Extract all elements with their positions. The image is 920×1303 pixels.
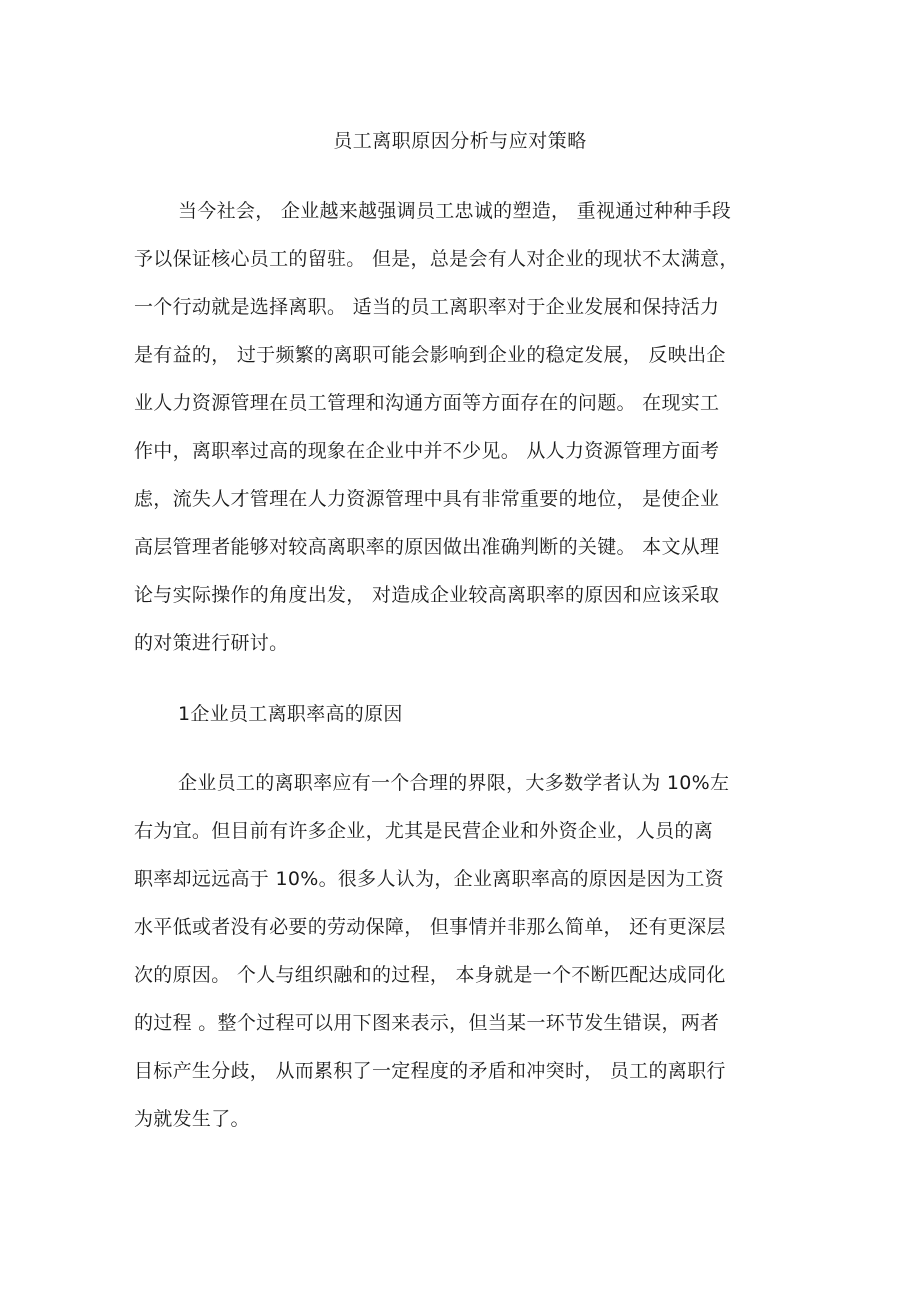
document-title: 员工离职原因分析与应对策略: [333, 130, 587, 152]
section-line-7: 目标产生分歧， 从而累积了一定程度的矛盾和冲突时， 员工的离职行: [134, 1060, 726, 1082]
section-line-5: 次的原因。 个人与组织融和的过程， 本身就是一个不断匹配达成同化: [134, 964, 726, 986]
section-heading: 1企业员工离职率高的原因: [178, 703, 403, 725]
section-line-1: 企业员工的离职率应有一个合理的界限，大多数学者认为 10%左: [178, 772, 730, 794]
intro-line-6: 作中，离职率过高的现象在企业中并不少见。 从人力资源管理方面考: [134, 440, 720, 462]
intro-line-3: 一个行动就是选择离职。 适当的员工离职率对于企业发展和保持活力: [134, 296, 720, 318]
intro-line-10: 的对策进行研讨。: [134, 632, 289, 654]
section-line-6: 的过程 。整个过程可以用下图来表示，但当某一环节发生错误，两者: [134, 1012, 720, 1034]
intro-line-9: 论与实际操作的角度出发， 对造成企业较高离职率的原因和应该采取: [134, 584, 720, 606]
section-line-2: 右为宜。但目前有许多企业，尤其是民营企业和外资企业，人员的离: [134, 820, 714, 842]
intro-line-4: 是有益的， 过于频繁的离职可能会影响到企业的稳定发展， 反映出企: [134, 344, 726, 366]
section-line-3: 职率却远远高于 10%。很多人认为，企业离职率高的原因是因为工资: [134, 868, 724, 890]
intro-line-7: 虑，流失人才管理在人力资源管理中具有非常重要的地位， 是使企业: [134, 488, 720, 510]
section-line-4: 水平低或者没有必要的劳动保障， 但事情并非那么简单， 还有更深层: [134, 916, 726, 938]
section-line-8: 为就发生了。: [134, 1108, 250, 1130]
intro-line-8: 高层管理者能够对较高离职率的原因做出准确判断的关键。 本文从理: [134, 536, 720, 558]
intro-line-2: 予以保证核心员工的留驻。 但是，总是会有人对企业的现状不太满意，: [134, 248, 739, 270]
intro-line-5: 业人力资源管理在员工管理和沟通方面等方面存在的问题。 在现实工: [134, 392, 720, 414]
intro-line-1: 当今社会， 企业越来越强调员工忠诚的塑造， 重视通过种种手段: [178, 200, 732, 222]
